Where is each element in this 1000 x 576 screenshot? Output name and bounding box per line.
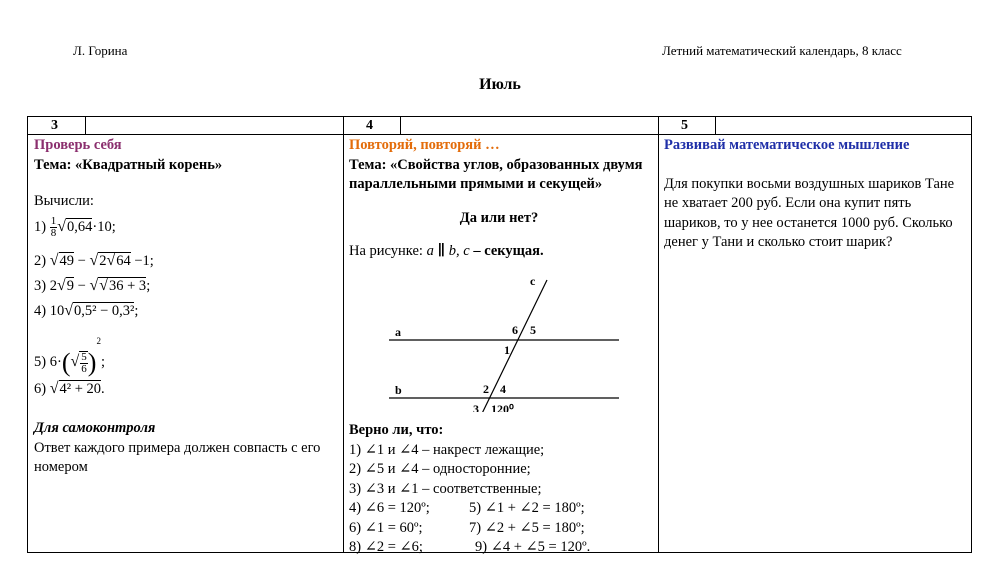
column-divider	[658, 117, 659, 552]
statement-1: 1) ∠1 и ∠4 – накрест лежащие;	[349, 441, 545, 458]
author-name: Л. Горина	[73, 43, 128, 58]
header-cell-divider	[85, 117, 86, 134]
self-check-title: Для самоконтроля	[34, 420, 156, 436]
example-2: 2) √49 − √2√64 −1;	[34, 252, 154, 269]
statement-3: 3) ∠3 и ∠1 – соответственные;	[349, 480, 542, 497]
column-divider	[343, 117, 344, 552]
day3-topic: Тема: «Квадратный корень»	[34, 156, 223, 173]
day3-section-title: Проверь себя	[34, 137, 122, 153]
example-6: 6) √4² + 20.	[34, 380, 105, 397]
header-row-divider	[28, 134, 971, 135]
calendar-table	[27, 116, 972, 553]
example-5: 5) 6·(√ $\frac{5}{6}$ )$^2$;	[34, 336, 105, 377]
statement-row: 6) ∠1 = 60º; 7) ∠2 + ∠5 = 180º;	[349, 519, 585, 536]
angle-1-label: 1	[504, 343, 510, 357]
self-check-text: Ответ каждого примера должен совпасть с его номером	[34, 439, 321, 475]
day5-cell	[664, 136, 969, 253]
day-number-4: 4	[366, 118, 373, 133]
day3-task: Вычисли:	[34, 193, 94, 209]
statement-row: 8) ∠2 = ∠6; 9) ∠4 + ∠5 = 120º.	[349, 539, 591, 555]
parallel-lines-figure	[349, 272, 649, 412]
statement-2: 2) ∠5 и ∠4 – односторонние;	[349, 461, 531, 477]
label-c: c	[530, 274, 536, 288]
angle-2-label: 2	[483, 382, 489, 396]
true-title: Верно ли, что:	[349, 422, 444, 438]
example-label: 1)	[34, 218, 47, 235]
day5-problem: Для покупки восьми воздушных шариков Тане не хватает 200 руб. Если она купит пять шариков, то у нее останется 1000 руб. Сколько денег у Тани и сколько стоит шарик?	[664, 175, 955, 250]
day4-cell	[349, 136, 649, 555]
month-title: Июль	[479, 76, 521, 93]
angle-3-label: 3	[473, 402, 479, 412]
day3-cell	[34, 136, 339, 546]
header-cell-divider	[715, 117, 716, 134]
statement-row: 4) ∠6 = 120º; 5) ∠1 + ∠2 = 180º;	[349, 500, 585, 516]
day4-section-title: Повторяй, повторяй …	[349, 137, 500, 153]
day5-section-title: Развивай математическое мышление	[664, 137, 910, 153]
fraction: $\frac{1}{8}$	[50, 215, 57, 239]
angle-6-label: 6	[512, 323, 518, 337]
label-a: a	[395, 325, 401, 339]
example-1: 1) $\frac{1}{8}$ √0,64·10;	[34, 215, 116, 239]
angle-120-label: 120⁰	[491, 402, 514, 412]
day-number-3: 3	[51, 118, 58, 133]
label-b: b	[395, 383, 402, 397]
example-4: 4) 10√0,5² − 0,3²;	[34, 302, 139, 319]
day4-question: Да или нет?	[459, 209, 539, 226]
figure-caption: На рисунке: a ∥ b, c – секущая.	[349, 243, 544, 259]
header-cell-divider	[400, 117, 401, 134]
calendar-title: Летний математический календарь, 8 класс	[662, 43, 902, 58]
example-3: 3) 2√9 − √√36 + 3;	[34, 277, 151, 294]
angle-5-label: 5	[530, 323, 536, 337]
angle-4-label: 4	[500, 382, 506, 396]
day-number-5: 5	[681, 118, 688, 133]
day4-topic: Тема: «Свойства углов, образованных двумя параллельными прямыми и секущей»	[349, 156, 643, 192]
